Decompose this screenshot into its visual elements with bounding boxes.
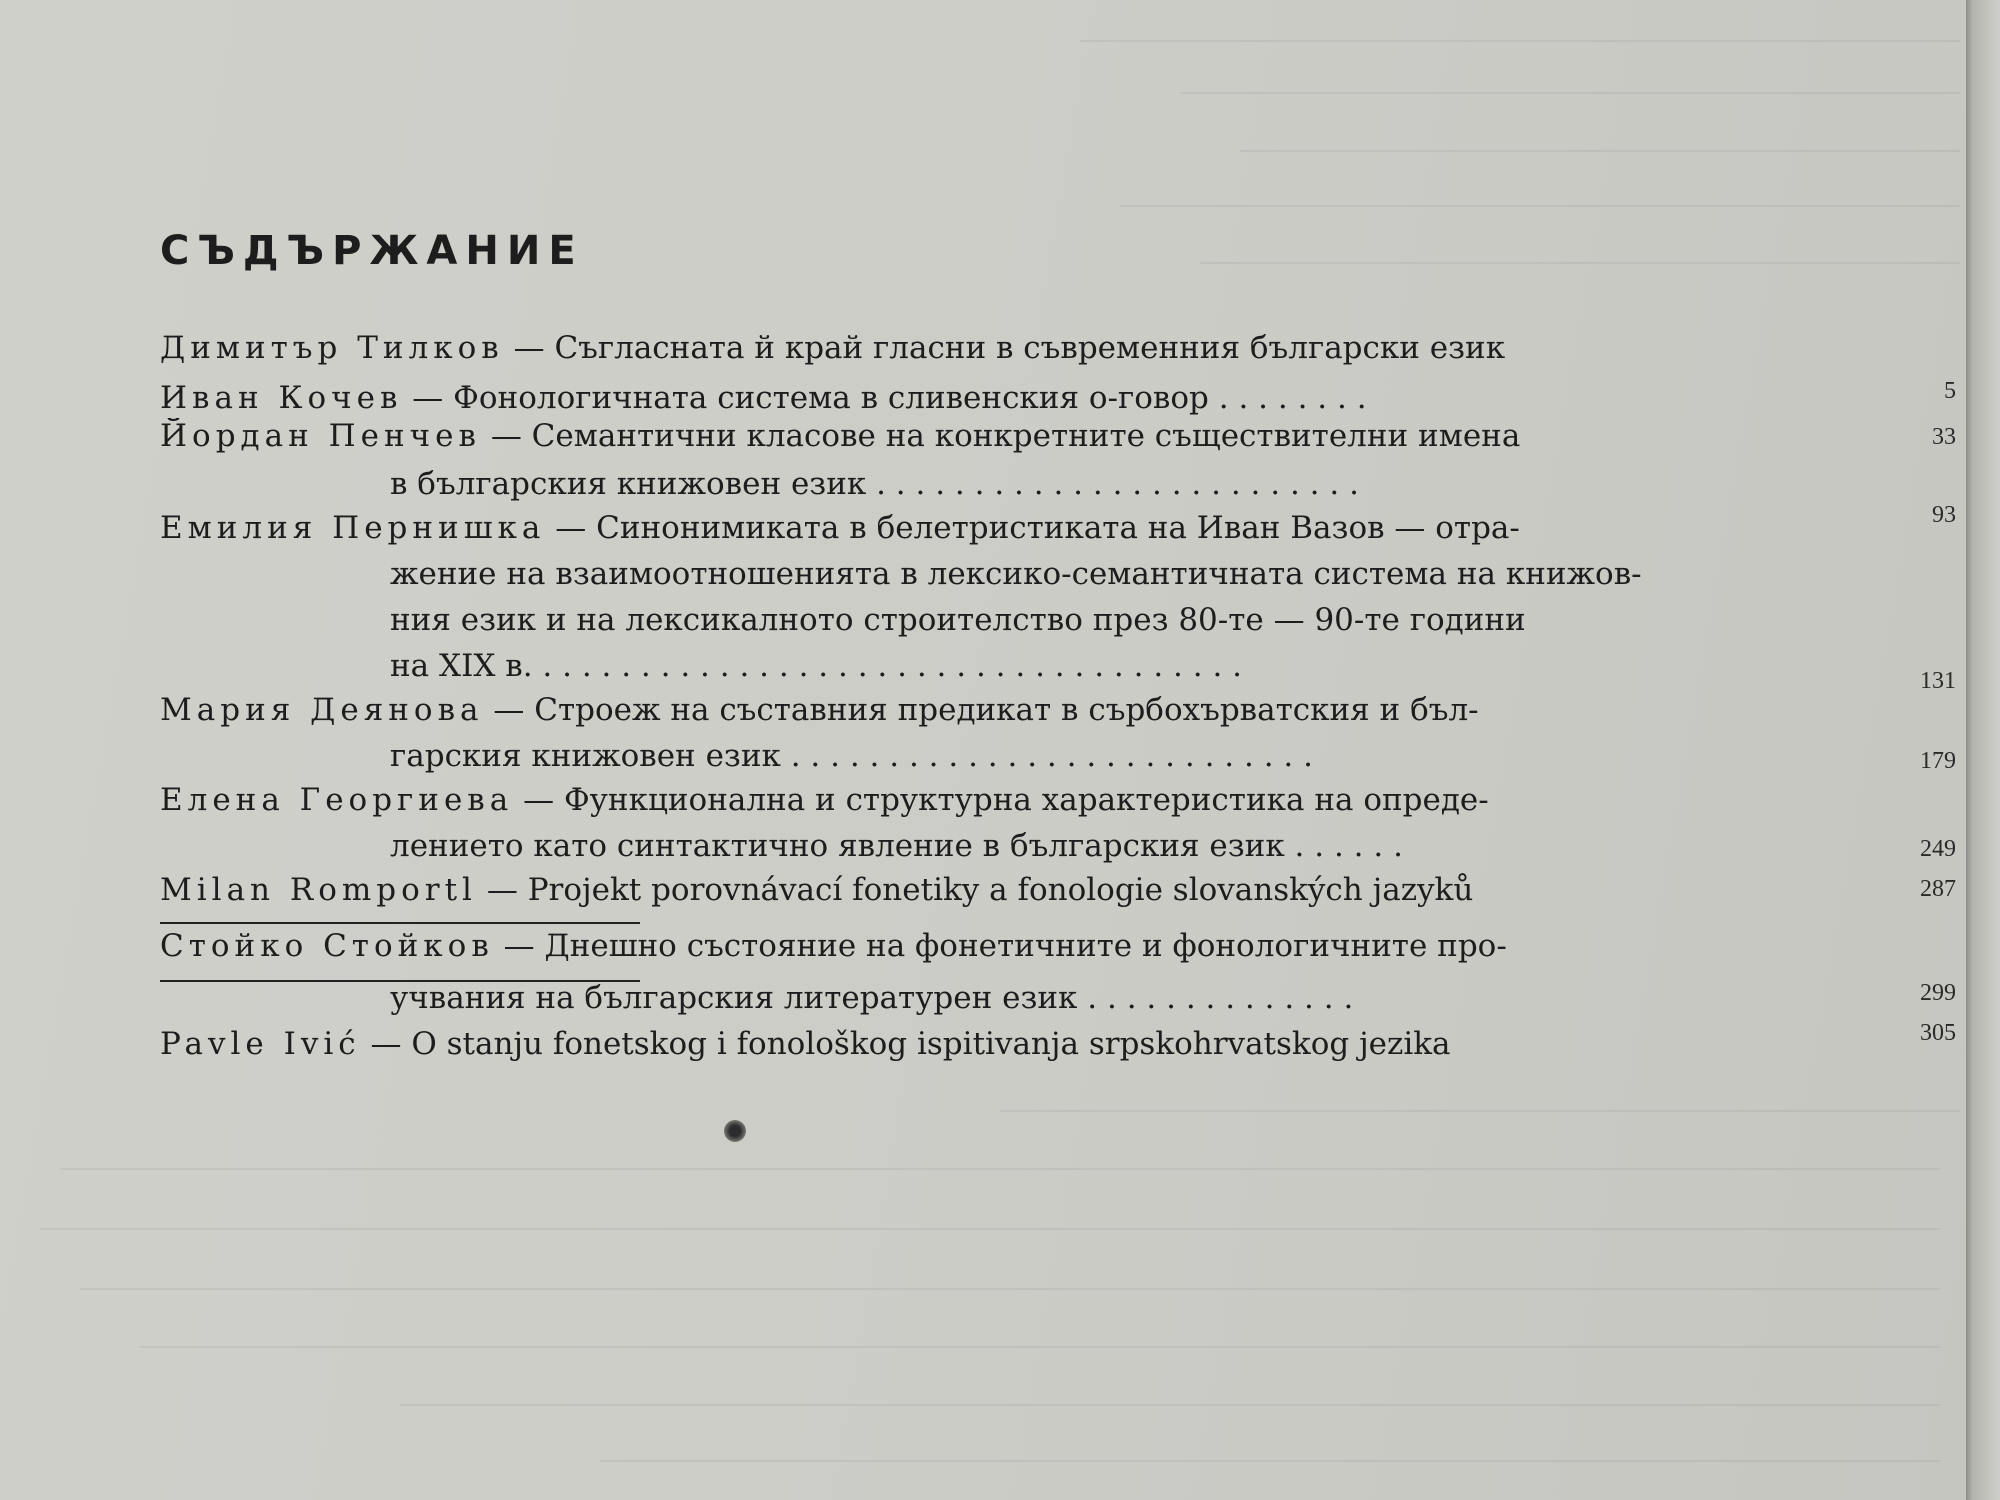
entry-author: Йордан Пенчев: [160, 418, 481, 454]
entry-page-number: 179: [1920, 748, 1956, 774]
toc-entry-5[interactable]: [160, 692, 1878, 732]
entry-title-continuation: в българския книжовен език . . . . . . . . . . . . . . . . . . . . . . . . .: [390, 466, 1359, 502]
entry-page-number: 131: [1920, 668, 1956, 694]
entry-title-continuation: лението като синтактично явление в българския език . . . . . .: [390, 828, 1403, 864]
entry-title: — Съгласната й край гласни в съвременния български език: [513, 330, 1506, 366]
entry-page-number: 305: [1920, 1020, 1956, 1046]
entry-title: — Синонимиката в белетристиката на Иван Вазов — отра-: [555, 510, 1520, 546]
entry-title-continuation: ния език и на лексикалното строителство през 80-те — 90-те години: [390, 602, 1526, 638]
entry-title-continuation: на XIX в. . . . . . . . . . . . . . . . . . . . . . . . . . . . . . . . . . . . .: [390, 648, 1243, 684]
entry-author: Стойко Стойков: [160, 928, 494, 964]
entry-page-number: 249: [1920, 836, 1956, 862]
entry-title-continuation: учвания на българския литературен език . . . . . . . . . . . . . .: [390, 980, 1354, 1016]
entry-author: Иван Кочев: [160, 380, 403, 416]
toc-entry-7[interactable]: [160, 872, 1878, 912]
toc-entry-6[interactable]: [160, 782, 1878, 822]
entry-page-number: 93: [1932, 502, 1956, 528]
entry-title-continuation: жение на взаимоотношенията в лексико-семантичната система на книжов-: [390, 556, 1642, 592]
entry-author: Мария Деянова: [160, 692, 484, 728]
ink-spot: [724, 1120, 746, 1142]
entry-author: Димитър Тилков: [160, 330, 504, 366]
entry-title: — Фонологичната система в сливенския о-говор . . . . . . . .: [412, 380, 1367, 416]
entry-author: Емилия Пернишка: [160, 510, 546, 546]
toc-entry-2[interactable]: [160, 380, 1878, 420]
toc-entry-1[interactable]: [160, 330, 1878, 370]
entry-author: Milan Romportl: [160, 872, 477, 908]
entry-page-number: 5: [1944, 378, 1956, 404]
entry-author: Pavle Ivić: [160, 1026, 361, 1062]
toc-entry-9[interactable]: [160, 1026, 1878, 1066]
entry-title: — Функционална и структурна характеристика на опреде-: [523, 782, 1489, 818]
contents-heading: СЪДЪРЖАНИЕ: [160, 228, 584, 274]
entry-title: — O stanju fonetskog i fonološkog ispitivanja srpskohrvatskog jezika: [370, 1026, 1451, 1062]
entry-page-number: 33: [1932, 424, 1956, 450]
entry-page-number: 299: [1920, 980, 1956, 1006]
entry-title: — Строеж на съставния предикат в сърбохърватския и бъл-: [493, 692, 1479, 728]
entry-author: Елена Георгиева: [160, 782, 514, 818]
entry-title: — Днешно състояние на фонетичните и фонологичните про-: [503, 928, 1507, 964]
toc-entry-3[interactable]: [160, 418, 1878, 458]
page-binding-edge: [1966, 0, 2000, 1500]
entry-page-number: 287: [1920, 876, 1956, 902]
entry-title-continuation: гарския книжовен език . . . . . . . . . . . . . . . . . . . . . . . . . . .: [390, 738, 1313, 774]
entry-title: — Семантични класове на конкретните съществителни имена: [490, 418, 1521, 454]
entry-title: — Projekt porovnávací fonetiky a fonologie slovanských jazyků: [486, 872, 1474, 908]
toc-entry-8[interactable]: [160, 928, 1878, 968]
toc-entry-4[interactable]: [160, 510, 1878, 550]
